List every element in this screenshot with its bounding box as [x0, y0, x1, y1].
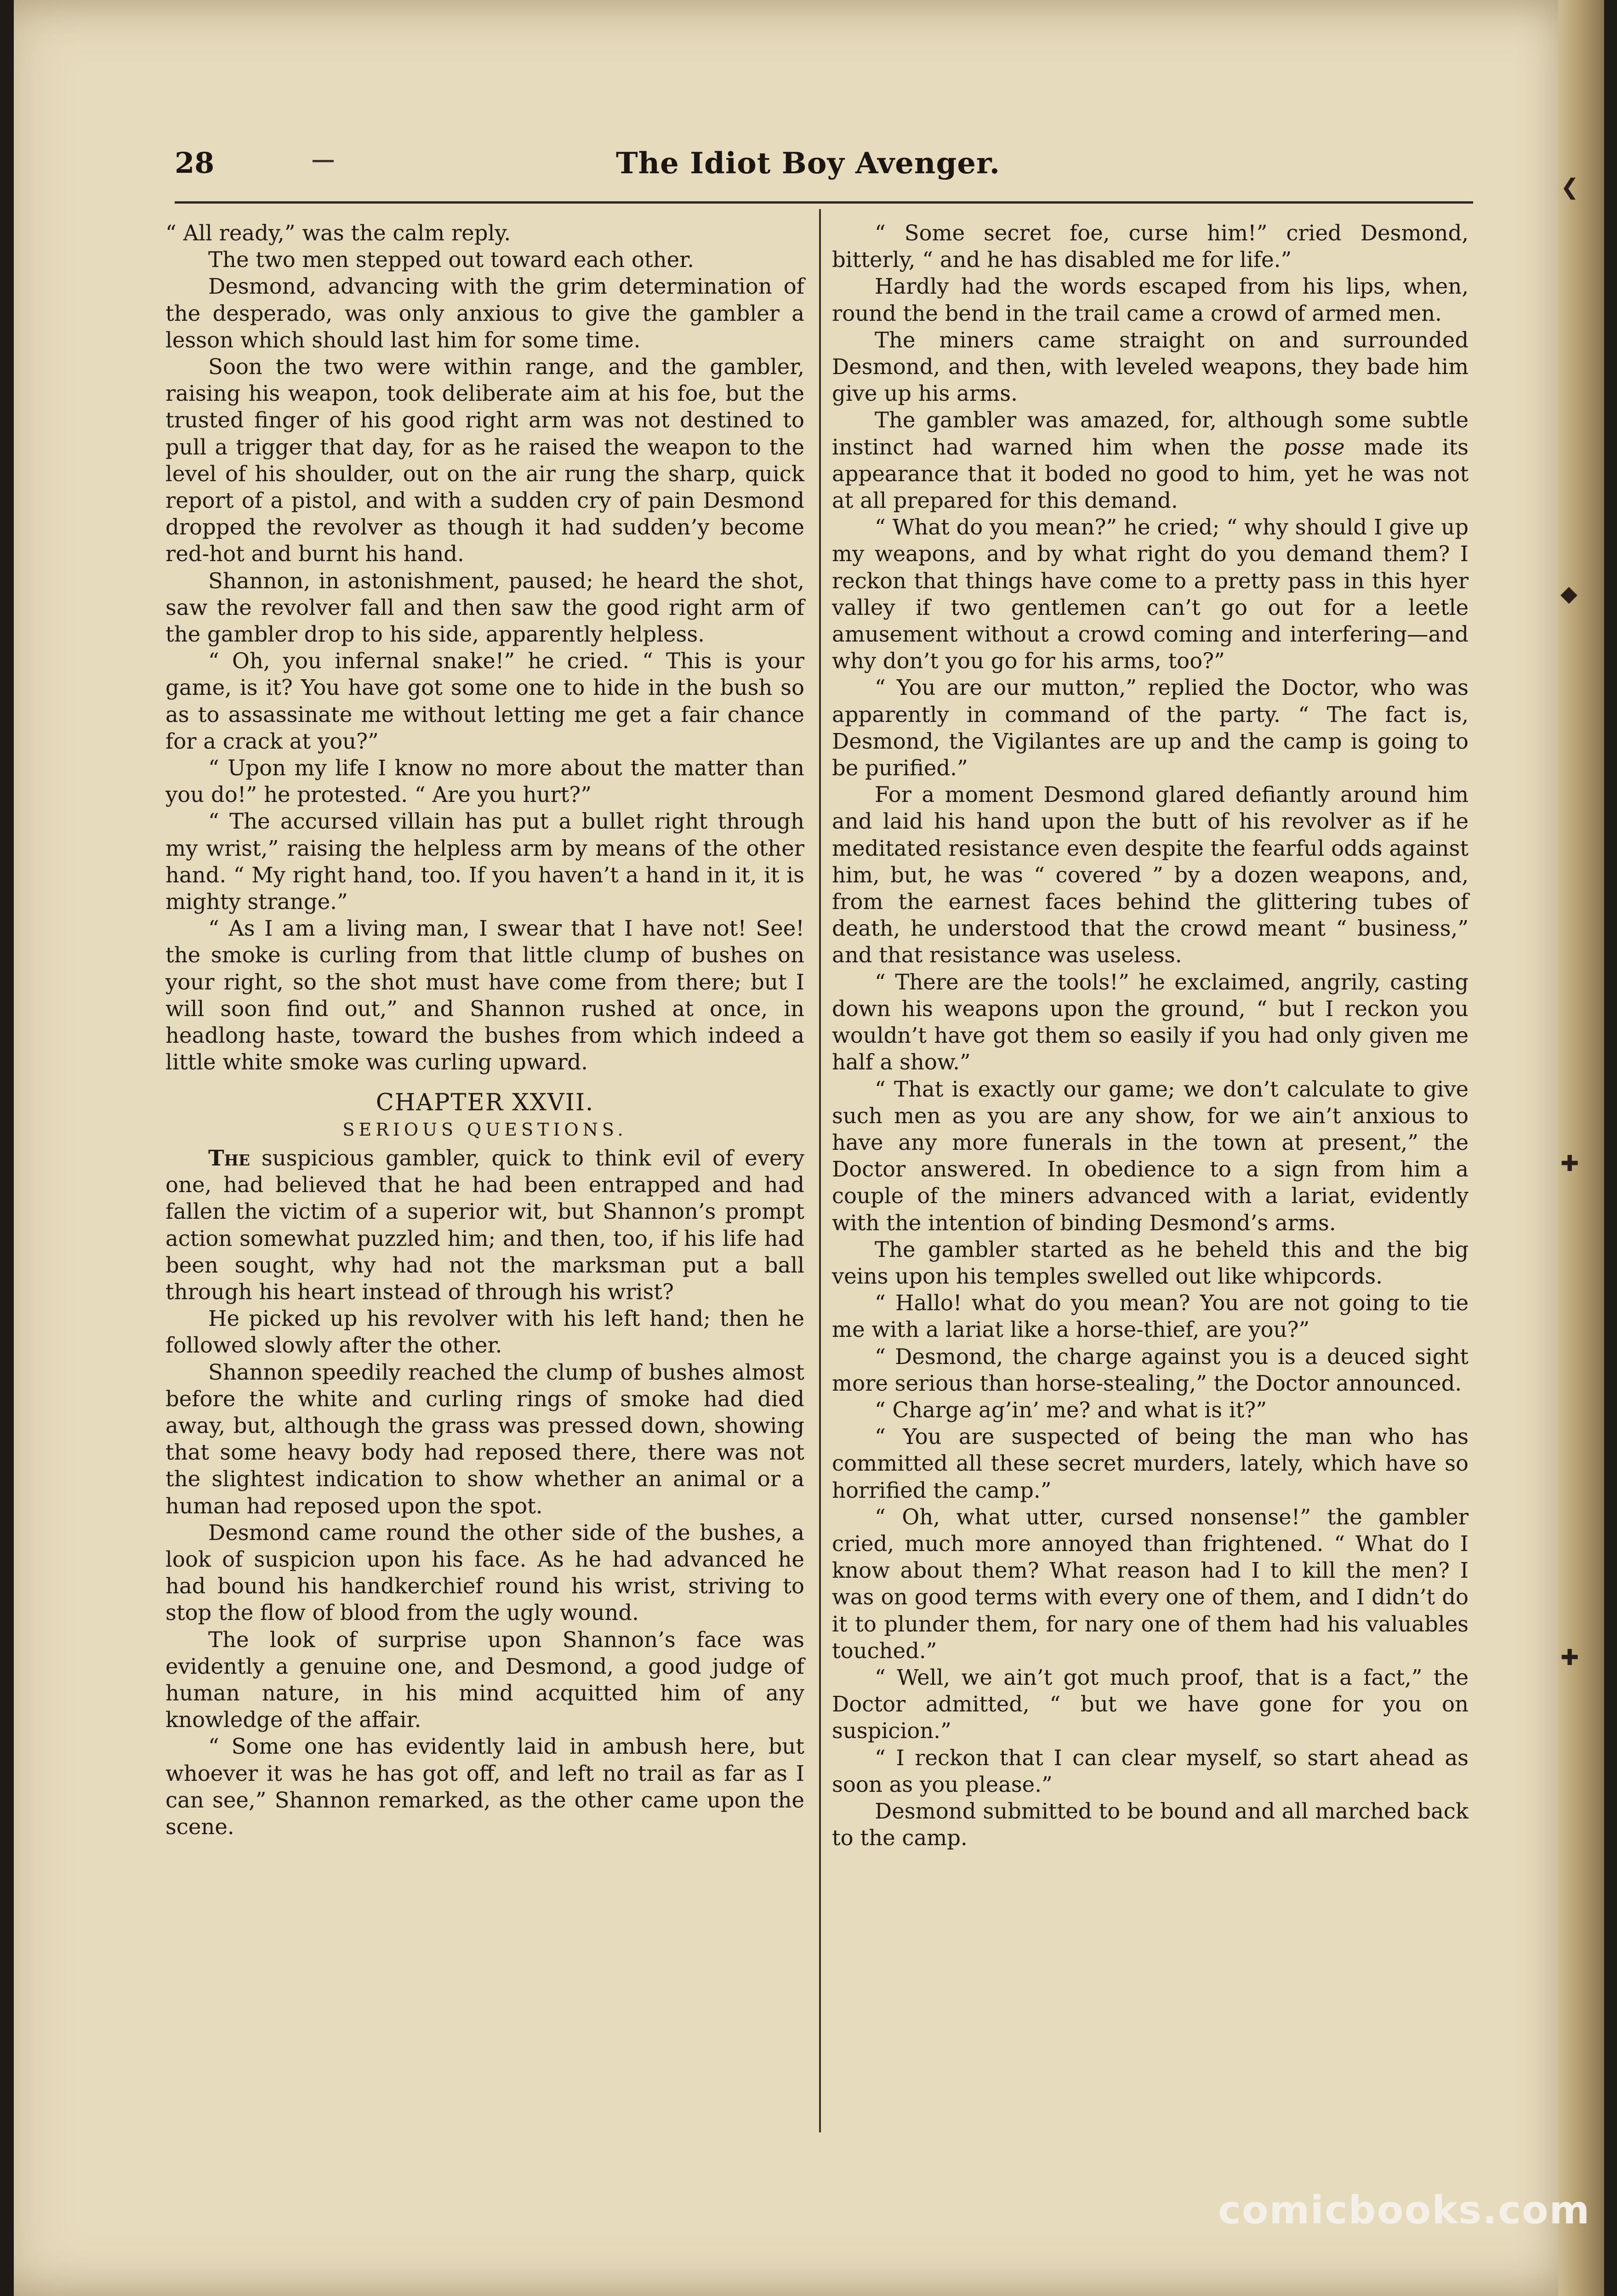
paragraph: “ I reckon that I can clear myself, so start ahead as soon as you please.”: [832, 1745, 1469, 1797]
paragraph-text: The gambler was amazed, for, although some subtle instinct had warned him when the: [832, 408, 1469, 460]
paragraph: He picked up his revolver with his left hand; then he followed slowly after the other.: [165, 1306, 804, 1358]
paragraph: “ The accursed villain has put a bullet right through my wrist,” raising the helpless arm by means of the other hand. “ My right hand, too. If you haven’t a hand in it, it is mighty strange.”: [165, 809, 804, 915]
page-number: 28: [175, 146, 215, 180]
paragraph: “ Some one has evidently laid in ambush here, but whoever it was he has got off, and left no trail as far as I can see,” Shannon remarked, as the other came upon the scene.: [165, 1734, 804, 1839]
page-edge-binding: [1558, 0, 1604, 2296]
right-column: [832, 220, 1469, 1851]
chapter-heading: CHAPTER XXVII.: [376, 1089, 594, 1116]
left-column: [165, 220, 804, 1840]
paragraph: “ Upon my life I know no more about the matter than you do!” he protested. “ Are you hurt?”: [165, 756, 804, 807]
site-watermark: comicbooks.com: [1218, 2188, 1590, 2233]
running-title: The Idiot Boy Avenger.: [616, 146, 1001, 181]
paragraph: Desmond submitted to be bound and all marched back to the camp.: [832, 1798, 1469, 1851]
paragraph: Shannon, in astonishment, paused; he heard the shot, saw the revolver fall and then saw the good right arm of the gambler drop to his side, apparently helpless.: [165, 568, 804, 647]
paragraph: The look of surprise upon Shannon’s face was evidently a genuine one, and Desmond, a good judge of human nature, in his mind acquitted him of any knowledge of the affair.: [165, 1627, 804, 1733]
paragraph: “ Oh, what utter, cursed nonsense!” the gambler cried, much more annoyed than frightened. “ What do I know about them? What reason had I to kill the men? I was on good terms with every one of them, and I didn’t do it to plunder them, for nary one of them had his valuables touched.”: [832, 1504, 1469, 1663]
paragraph: Desmond, advancing with the grim determination of the desperado, was only anxious to give the gambler a lesson which should last him for some time.: [165, 274, 804, 352]
column-divider: [819, 209, 821, 2132]
paragraph: “ There are the tools!” he exclaimed, angrily, casting down his weapons upon the ground, “ but I reckon you wouldn’t have got them so easily if you had only given me half a show.”: [832, 969, 1469, 1075]
paragraph: “ You are suspected of being the man who has committed all these secret murders, lately, which have so horrified the camp.”: [832, 1424, 1469, 1503]
paragraph: Soon the two were within range, and the gambler, raising his weapon, took deliberate aim at his foe, but the trusted finger of his good right arm was not destined to pull a trigger that day, for as he raised the weapon to the level of his shoulder, out on the air rung the sharp, quick report of a pistol, and with a sudden cry of pain Desmond dropped the revolver as though it had sudden’y become red-hot and burnt his hand.: [165, 354, 804, 567]
paragraph: The two men stepped out toward each other.: [208, 247, 694, 273]
binding-mark: ◆: [1560, 581, 1577, 607]
paragraph: For a moment Desmond glared defiantly around him and laid his hand upon the butt of his revolver as if he meditated resistance even despite the fearful odds against him, but, he was “ covered ” by a dozen weapons, and, from the earnest faces behind the glittering tubes of death, he understood that the crowd meant “ business,” and that resistance was useless.: [832, 782, 1469, 968]
header-rule: [175, 201, 1473, 204]
paragraph: “ You are our mutton,” replied the Doctor, who was apparently in command of the party. “ The fact is, Desmond, the Vigilantes are up and the camp is going to be purified.”: [832, 675, 1469, 781]
paragraph: Desmond came round the other side of the bushes, a look of suspicion upon his face. As he had advanced he had bound his handkerchief round his wrist, striving to stop the flow of blood from the ugly wound.: [165, 1520, 804, 1625]
paragraph: “ Charge ag’in’ me? and what is it?”: [875, 1397, 1267, 1422]
paragraph: “ Some secret foe, curse him!” cried Desmond, bitterly, “ and he has disabled me for life.”: [832, 221, 1469, 273]
paragraph: “ As I am a living man, I swear that I have not! See! the smoke is curling from that little clump of bushes on your right, so the shot must have come from there; but I will soon find out,” and Shannon rushed at once, in headlong haste, toward the bushes from which indeed a little white smoke was curling upward.: [165, 916, 804, 1075]
paragraph: “ Hallo! what do you mean? You are not going to tie me with a lariat like a horse-thief, are you?”: [832, 1290, 1469, 1342]
chapter-first-paragraph: [165, 1145, 804, 1305]
lead-word: The: [208, 1145, 250, 1171]
paragraph: Shannon speedily reached the clump of bushes almost before the white and curling rings of smoke had died away, but, although the grass was pressed down, showing that some heavy body had reposed there, there was not the slightest indication to show whether an animal or a human had reposed upon the spot.: [165, 1359, 804, 1518]
paragraph-text: made its appearance that it boded no good to him, yet he was not at all prepared for this demand.: [832, 434, 1469, 513]
paragraph: The gambler started as he beheld this and the big veins upon his temples swelled out like whipcords.: [832, 1237, 1469, 1289]
paragraph: “ Desmond, the charge against you is a deuced sight more serious than horse-stealing,” the Doctor announced.: [832, 1344, 1469, 1396]
binding-mark: ✚: [1560, 1645, 1579, 1671]
paragraph: “ Oh, you infernal snake!” he cried. “ This is your game, is it? You have got some one to hide in the bush so as to assassinate me without letting me get a fair chance for a crack at you?”: [165, 648, 804, 754]
page-header: [175, 146, 1473, 192]
paragraph-text: suspicious gambler, quick to think evil of every one, had believed that he had been entrapped and had fallen the victim of a superior wit, but Shannon’s prompt action somewhat puzzled him; and then, too, if his life had been sought, why had not the marksman put a ball through his heart instead of through his wrist?: [165, 1145, 804, 1304]
paragraph: “ All ready,” was the calm reply.: [165, 221, 511, 245]
italic-word: posse: [1283, 434, 1345, 460]
header-dash: [313, 160, 334, 162]
paragraph: “ That is exactly our game; we don’t calculate to give such men as you are any show, for we ain’t anxious to have any more funerals in the town at present,” the Doctor answered. In obedience to a sign from him a couple of the miners advanced with a lariat, evidently with the intention of binding Desmond’s arms.: [832, 1076, 1469, 1235]
chapter-title: SERIOUS QUESTIONS.: [342, 1119, 627, 1140]
paragraph: “ Well, we ain’t got much proof, that is a fact,” the Doctor admitted, “ but we have gone for you on suspicion.”: [832, 1665, 1469, 1744]
binding-mark: ❮: [1560, 174, 1579, 200]
paragraph: “ What do you mean?” he cried; “ why should I give up my weapons, and by what right do you demand them? I reckon that things have come to a pretty pass in this hyer valley if two gentlemen can’t go out for a leetle amusement without a crowd coming and interfering—and why don’t you go for his arms, too?”: [832, 515, 1469, 674]
paragraph-posse: [832, 407, 1469, 514]
paragraph: Hardly had the words escaped from his lips, when, round the bend in the trail came a crowd of armed men.: [832, 274, 1469, 326]
paragraph: The miners came straight on and surrounded Desmond, and then, with leveled weapons, they bade him give up his arms.: [832, 327, 1469, 406]
binding-mark: ✚: [1560, 1151, 1579, 1176]
